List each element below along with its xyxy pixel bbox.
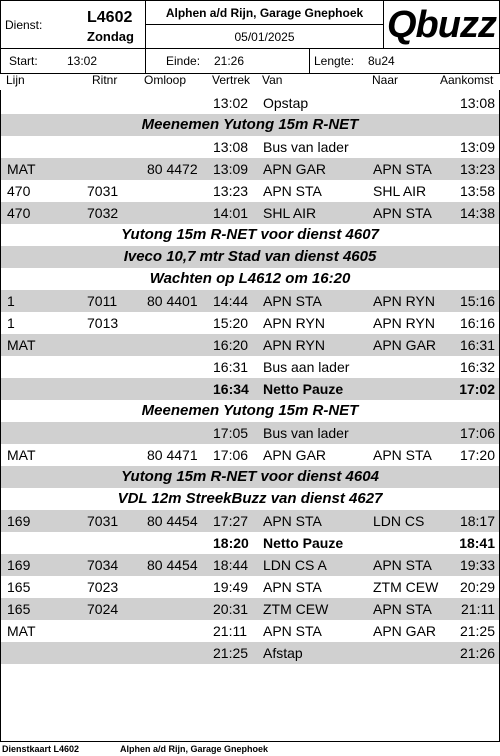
table-row — [1, 620, 499, 642]
cell-lijn: 165 — [7, 601, 31, 617]
lengte-value: 8u24 — [368, 54, 395, 68]
qbuzz-logo: Qbuzz — [387, 4, 496, 46]
cell-lijn: 169 — [7, 513, 31, 529]
cell-van: APN GAR — [263, 447, 327, 463]
cell-naar: APN RYN — [373, 293, 435, 309]
cell-omloop: 80 4472 — [147, 161, 198, 177]
cell-vertrek: 16:20 — [213, 337, 249, 353]
cell-lijn: 169 — [7, 557, 31, 573]
lengte-label: Lengte: — [314, 54, 355, 68]
cell-aankomst: 15:16 — [459, 293, 495, 309]
table-row — [1, 158, 499, 180]
col-ritnr: Ritnr — [92, 73, 118, 87]
table-row — [1, 312, 499, 334]
cell-van: APN STA — [263, 623, 322, 639]
cell-vertrek: 14:01 — [213, 205, 249, 221]
header-box — [0, 0, 500, 74]
col-omloop: Omloop — [144, 73, 187, 87]
garage-name: Alphen a/d Rijn, Garage Gnephoek — [165, 6, 364, 20]
cell-vertrek: 17:05 — [213, 425, 249, 441]
cell-vertrek: 13:23 — [213, 183, 249, 199]
col-aankomst: Aankomst — [440, 73, 494, 87]
cell-vertrek: 17:06 — [213, 447, 249, 463]
dienst-label: Dienst: — [5, 18, 43, 32]
cell-naar: APN STA — [373, 447, 432, 463]
einde-time: 21:26 — [214, 54, 245, 68]
cell-vertrek: 13:08 — [213, 139, 249, 155]
cell-aankomst: 17:02 — [459, 381, 495, 397]
cell-lijn: MAT — [7, 623, 36, 639]
cell-ritnr: 7023 — [87, 579, 119, 595]
cell-vertrek: 14:44 — [213, 293, 249, 309]
footer-left: Dienstkaart L4602 — [2, 744, 80, 754]
cell-lijn: 1 — [7, 315, 15, 331]
cell-van: APN STA — [263, 293, 322, 309]
cell-naar: APN GAR — [373, 337, 437, 353]
col-lijn: Lijn — [6, 73, 25, 87]
cell-vertrek: 17:27 — [213, 513, 249, 529]
cell-vertrek: 21:25 — [213, 645, 249, 661]
cell-van: APN GAR — [263, 161, 327, 177]
footer — [0, 744, 500, 756]
banner-row — [1, 246, 499, 268]
cell-van: Netto Pauze — [263, 535, 344, 551]
cell-omloop: 80 4471 — [147, 447, 198, 463]
cell-lijn: MAT — [7, 337, 36, 353]
column-header — [0, 72, 500, 90]
table-row — [1, 202, 499, 224]
cell-van: ZTM CEW — [263, 601, 329, 617]
cell-van: Opstap — [263, 95, 309, 111]
cell-vertrek: 18:20 — [213, 535, 249, 551]
cell-aankomst: 18:41 — [459, 535, 495, 551]
cell-ritnr: 7024 — [87, 601, 119, 617]
cell-ritnr: 7031 — [87, 183, 119, 199]
cell-aankomst: 13:08 — [459, 95, 495, 111]
cell-lijn: MAT — [7, 161, 36, 177]
cell-vertrek: 20:31 — [213, 601, 249, 617]
dienst-dag: Zondag — [87, 29, 134, 44]
cell-naar: LDN CS — [373, 513, 425, 529]
cell-aankomst: 21:25 — [459, 623, 495, 639]
einde-cell — [146, 49, 310, 73]
col-vertrek: Vertrek — [212, 73, 251, 87]
cell-naar: APN STA — [373, 161, 432, 177]
cell-aankomst: 16:16 — [459, 315, 495, 331]
cell-vertrek: 18:44 — [213, 557, 249, 573]
cell-aankomst: 18:17 — [459, 513, 495, 529]
cell-naar: APN STA — [373, 601, 432, 617]
cell-vertrek: 13:09 — [213, 161, 249, 177]
cell-ritnr: 7032 — [87, 205, 119, 221]
dienst-code: L4602 — [87, 9, 133, 26]
cell-vertrek: 16:34 — [213, 381, 249, 397]
table-row — [1, 554, 499, 576]
col-naar: Naar — [372, 73, 399, 87]
cell-lijn: 470 — [7, 183, 31, 199]
datum-cell — [146, 25, 384, 49]
banner-row — [1, 114, 499, 136]
cell-naar: APN GAR — [373, 623, 437, 639]
cell-van: APN RYN — [263, 315, 325, 331]
cell-aankomst: 21:26 — [459, 645, 495, 661]
cell-vertrek: 15:20 — [213, 315, 249, 331]
cell-naar: APN STA — [373, 205, 432, 221]
table-row — [1, 356, 499, 378]
pauze-row — [1, 532, 499, 554]
banner-text: VDL 12m StreekBuzz van dienst 4627 — [117, 490, 383, 507]
table-row — [1, 576, 499, 598]
cell-aankomst: 16:32 — [459, 359, 495, 375]
table-row — [1, 444, 499, 466]
cell-vertrek: 21:11 — [213, 623, 247, 639]
cell-aankomst: 21:11 — [461, 601, 495, 617]
cell-omloop: 80 4401 — [147, 293, 198, 309]
pauze-row — [1, 378, 499, 400]
banner-row — [1, 488, 499, 510]
cell-aankomst: 13:09 — [459, 139, 495, 155]
cell-ritnr: 7011 — [87, 293, 118, 309]
table-row — [1, 422, 499, 444]
footer-right: Alphen a/d Rijn, Garage Gnephoek — [120, 744, 269, 754]
cell-ritnr: 7034 — [87, 557, 119, 573]
einde-label: Einde: — [166, 54, 201, 68]
cell-naar: APN STA — [373, 557, 432, 573]
table-row — [1, 598, 499, 620]
banner-text: Yutong 15m R-NET voor dienst 4607 — [121, 226, 379, 243]
cell-van: Bus van lader — [263, 139, 349, 155]
cell-van: APN STA — [263, 183, 322, 199]
start-time: 13:02 — [67, 54, 98, 68]
cell-aankomst: 20:29 — [459, 579, 495, 595]
banner-text: Wachten op L4612 om 16:20 — [149, 270, 351, 287]
cell-van: SHL AIR — [263, 205, 317, 221]
cell-naar: ZTM CEW — [373, 579, 439, 595]
schedule-table — [0, 90, 500, 742]
cell-vertrek: 13:02 — [213, 95, 249, 111]
cell-ritnr: 7013 — [87, 315, 119, 331]
cell-aankomst: 13:58 — [459, 183, 495, 199]
cell-lijn: 470 — [7, 205, 31, 221]
banner-text: Yutong 15m R-NET voor dienst 4604 — [121, 468, 379, 485]
banner-text: Iveco 10,7 mtr Stad van dienst 4605 — [123, 248, 377, 265]
cell-omloop: 80 4454 — [147, 513, 198, 529]
banner-text: Meenemen Yutong 15m R-NET — [141, 402, 359, 419]
cell-van: Bus van lader — [263, 425, 349, 441]
cell-aankomst: 14:38 — [459, 205, 495, 221]
cell-lijn: MAT — [7, 447, 36, 463]
cell-van: Netto Pauze — [263, 381, 344, 397]
cell-aankomst: 17:20 — [459, 447, 495, 463]
cell-ritnr: 7031 — [87, 513, 119, 529]
cell-van: Bus aan lader — [263, 359, 350, 375]
cell-lijn: 165 — [7, 579, 31, 595]
cell-van: APN STA — [263, 579, 322, 595]
cell-omloop: 80 4454 — [147, 557, 198, 573]
cell-vertrek: 16:31 — [213, 359, 249, 375]
cell-lijn: 1 — [7, 293, 15, 309]
start-cell — [1, 49, 146, 73]
start-label: Start: — [9, 54, 38, 68]
table-row — [1, 180, 499, 202]
table-row — [1, 642, 499, 664]
datum-value: 05/01/2025 — [234, 30, 295, 44]
table-row — [1, 136, 499, 158]
banner-row — [1, 466, 499, 488]
logo-cell — [384, 1, 499, 49]
table-row — [1, 334, 499, 356]
banner-row — [1, 400, 499, 422]
cell-naar: SHL AIR — [373, 183, 427, 199]
cell-naar: APN RYN — [373, 315, 435, 331]
cell-aankomst: 19:33 — [459, 557, 495, 573]
cell-aankomst: 13:23 — [459, 161, 495, 177]
table-row — [1, 290, 499, 312]
cell-van: APN RYN — [263, 337, 325, 353]
cell-vertrek: 19:49 — [213, 579, 249, 595]
banner-row — [1, 224, 499, 246]
table-row — [1, 510, 499, 532]
banner-row — [1, 268, 499, 290]
dienst-cell — [1, 1, 146, 49]
banner-text: Meenemen Yutong 15m R-NET — [141, 116, 359, 133]
cell-van: APN STA — [263, 513, 322, 529]
col-van: Van — [262, 73, 283, 87]
cell-van: Afstap — [263, 645, 303, 661]
garage-cell — [146, 1, 384, 25]
lengte-cell — [310, 49, 499, 73]
cell-aankomst: 16:31 — [459, 337, 495, 353]
cell-aankomst: 17:06 — [459, 425, 495, 441]
cell-van: LDN CS A — [263, 557, 327, 573]
table-row — [1, 92, 499, 114]
